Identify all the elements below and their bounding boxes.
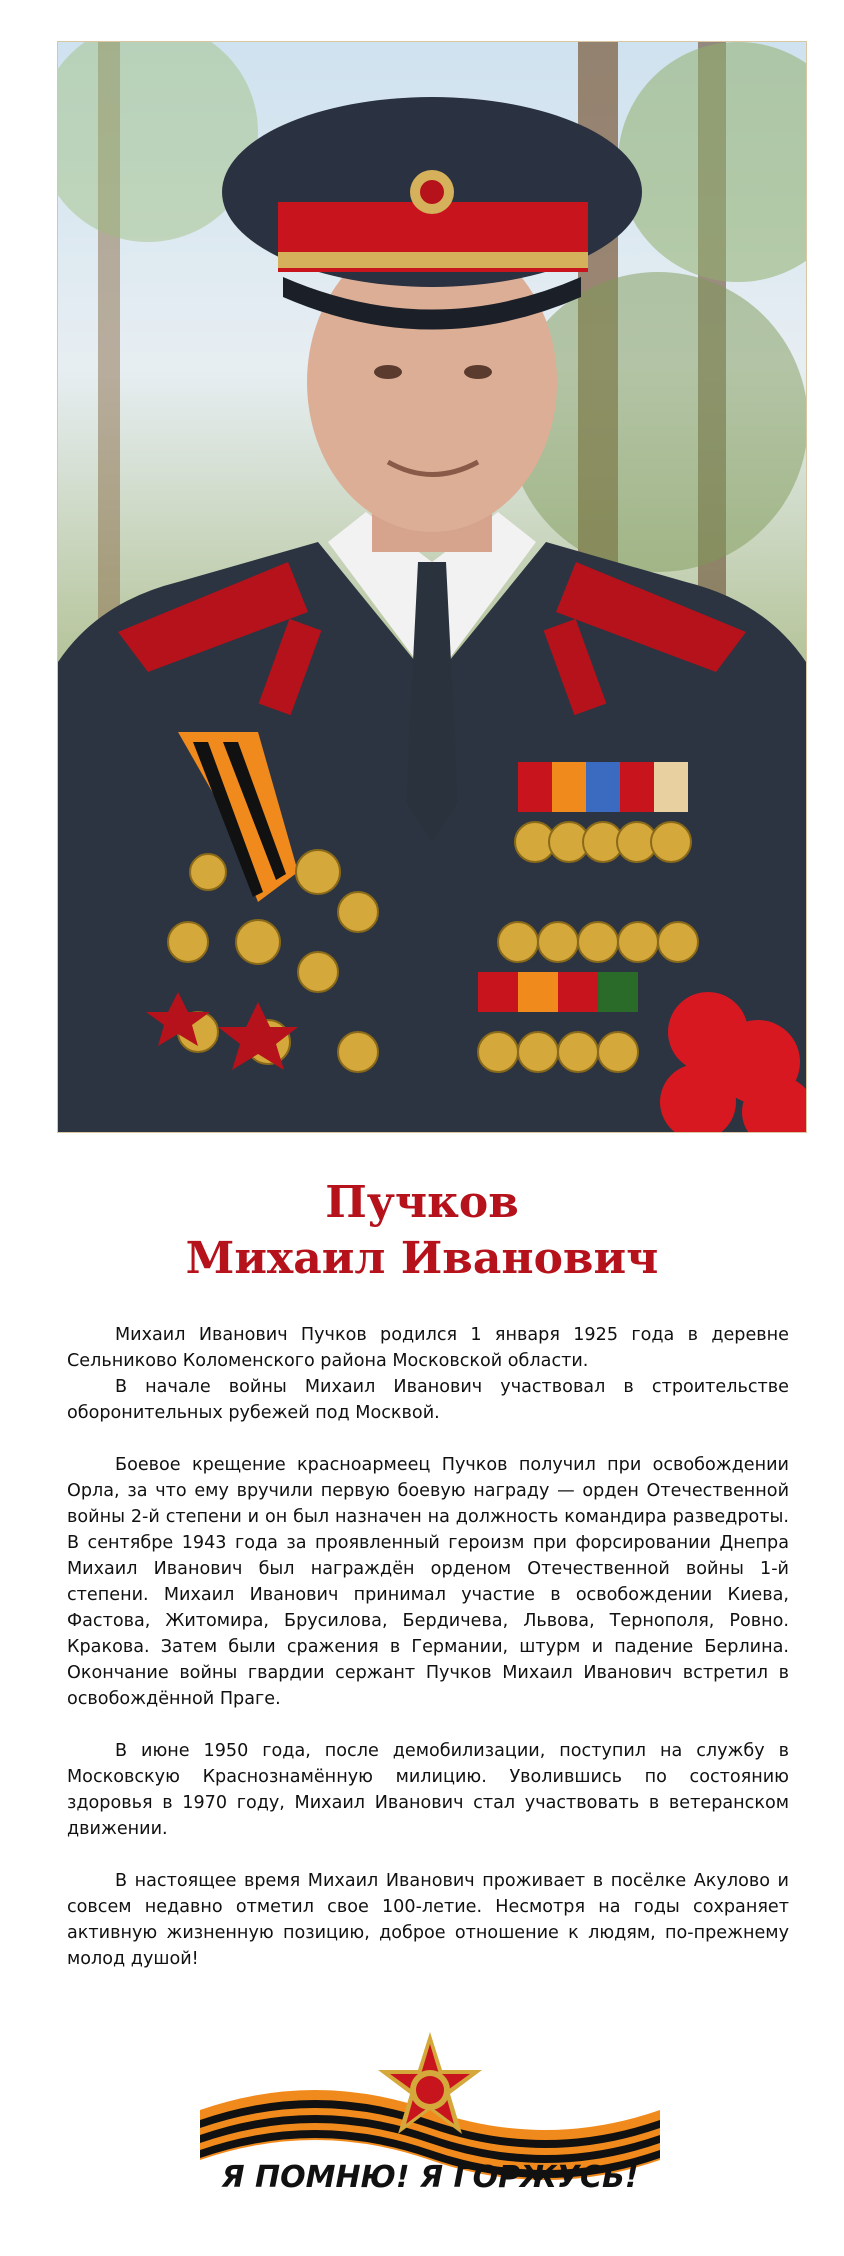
- veteran-portrait-photo: [57, 41, 807, 1133]
- veteran-name-heading: [0, 1175, 844, 1287]
- bio-paragraph: В начале войны Михаил Иванович участвовал в строительстве оборонительных рубежей под Москвой.: [67, 1377, 789, 1423]
- bio-paragraph: Боевое крещение красноармеец Пучков получил при освобождении Орла, за что ему вручили первую боевую награду — орден Отечественной войны 2-й степени и он был назначен на должность командира разведроты. В сентябре 1943 года за проявленный героизм при форсировании Днепра Михаил Иванович был награждён орденом Отечественной войны 1-й степени. Михаил Иванович принимал участие в освобождении Киева, Фастова, Житомира, Брусилова, Бердичева, Львова, Тернополя, Ровно. Кракова. Затем были сражения в Германии, штурм и падение Берлина. Окончание войны гвардии сержант Пучков Михаил Иванович встретил в освобождённой Праге.: [67, 1455, 789, 1709]
- bio-paragraph: В июне 1950 года, после демобилизации, поступил на службу в Московскую Краснознамённую милицию. Уволившись по состоянию здоровья в 1970 году, Михаил Иванович стал участвовать в ветеранском движении.: [67, 1741, 789, 1839]
- bio-paragraph: Михаил Иванович Пучков родился 1 января 1925 года в деревне Сельниково Коломенского района Московской области.: [67, 1325, 789, 1371]
- victory-emblem: [200, 2030, 660, 2230]
- biography-text: [67, 1322, 789, 1972]
- given-names: Михаил Иванович: [185, 1233, 659, 1284]
- order-of-patriotic-war-icon: [370, 2030, 490, 2150]
- bio-paragraph: В настоящее время Михаил Иванович проживает в посёлке Акулово и совсем недавно отметил свое 100-летие. Несмотря на годы сохраняет активную жизненную позицию, доброе отношение к людям, по-прежнему молод душой!: [67, 1871, 789, 1969]
- slogan: Я ПОМНЮ! Я ГОРЖУСЬ!: [221, 2160, 639, 2195]
- surname: Пучков: [325, 1177, 519, 1228]
- portrait-illustration: [58, 42, 806, 1132]
